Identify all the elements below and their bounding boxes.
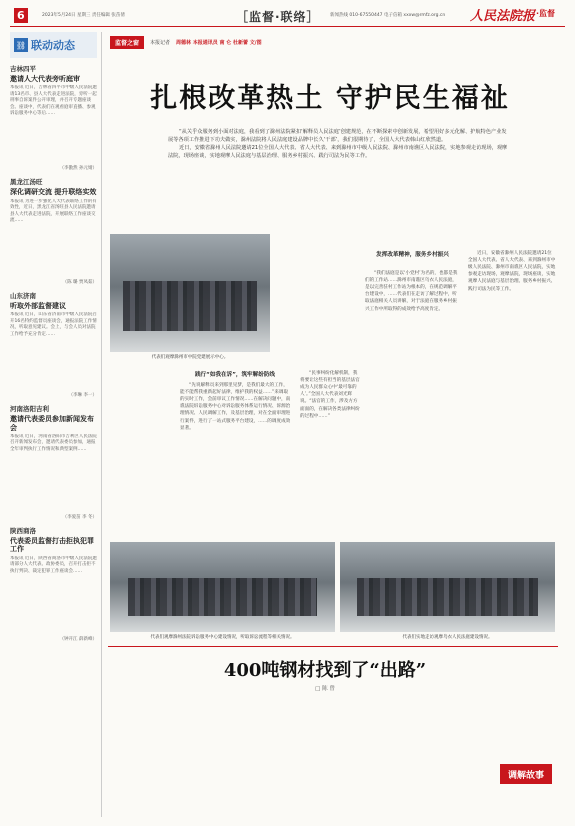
brief-body: 本报讯 为进一步强化人大代表联络工作的有效性，近日，黑龙江省汤旺县人民法院邀请县人大代表走进法院，开展联络工作座谈交流…… (10, 198, 97, 224)
article-text: 近日，安徽省滁州人民法院邀请21位全国人大代表、省人大代表、来到滁州市中级人民法院、滁州市南谯区人民法院，实地参观走访现场，观摩法院，现场座谈，实地观摩人民法庭与基层治理、服务乡村振兴、践行司法为民等工作。 (468, 251, 556, 292)
story-headline: 400吨钢材找到了“出路” (223, 660, 427, 681)
brief-item (10, 177, 97, 284)
article-text: “民事纠纷化解机制，我将要让这些有担当的基层法官成为人民群众心中‘最可靠的人’。”全国人大代表刘光辉说。“法官的工作，涉及方方面面的，在解决各类法律纠纷的过程中……” (300, 371, 360, 419)
photo-caption: 代表们观摩滁州市中院党建展示中心。 (151, 355, 229, 360)
brief-author: （钟开江 薛新峰） (59, 636, 97, 642)
brief-region: 黑龙江汤旺 (10, 178, 43, 187)
brief-region: 吉林四平 (10, 65, 36, 73)
brief-body: 本报讯 近日，吉林省四平市中级人民法院邀请13名市、县人大代表走进法院，旁听一起刑事自诉案件公开审理，并召开专题座谈会。座谈中，代表们在观看庭审直播、参观诉讼服务中心等后…… (10, 85, 97, 117)
column-title: 联动动态 (31, 39, 75, 52)
lead-paragraph: 近日，安徽省滁州人民法院邀请21位全国人大代表、省人大代表、来到滁州市中级人民法院、滁州市南谯区人民法院，实地参观走访现场，观摩法院，现场座谈，实地观摩人民法庭与基层治理、服务乡村振兴、践行司法为民等工作。 (168, 145, 508, 160)
link-icon: ⛓ (14, 38, 28, 52)
article-photo (110, 542, 335, 632)
contact-info: 新闻热线 010-67550447 电子信箱 xxxw@rmfz.org.cn (330, 13, 446, 18)
news-briefs-column (10, 32, 97, 817)
section-subhead: 发挥改革精神，服务乡村振兴 (376, 252, 449, 258)
lead-paragraph: “从关乎众服务到小面对法庭，我看到了滁州法院紧扣‘解释员人民法庭’创建规范，在不断探索中创新发展，希望用好多元化解、护航特色产业发展等各项工作推进下功夫做实，滁州法院将人民法庭建设品牌中长久‘干部’，我们很期待了，全国人大代表韩山红欣然道。 (168, 129, 507, 144)
brief-headline: 听取外部监督建议 (10, 301, 66, 310)
brief-headline: 代表委员监督打击拒执犯罪工作 (10, 536, 94, 554)
newspaper-logo-suffix: ·监督 (536, 9, 556, 18)
brief-headline: 邀请人大代表旁听庭审 (10, 75, 80, 83)
mediation-story-badge: 调解故事 (500, 764, 552, 784)
kicker-tag: 监督之窗 (110, 36, 144, 49)
photo-caption: 代表们实地走访观摩乌衣人民法庭建设情况。 (402, 635, 493, 640)
brief-author: （陈 璐 贾凤茹） (62, 279, 97, 285)
article-kicker (110, 36, 550, 49)
brief-item (10, 291, 97, 398)
byline-names: 周德林 本报通讯员 南 仑 杜新蕾 文/图 (176, 40, 262, 46)
column-banner (10, 32, 97, 58)
section-subhead: 践行“如我在诉”，筑牢解纷防线 (194, 372, 276, 378)
brief-body: 本报讯 近日，河南省洛阳市吉利区人民法院召开新闻发布会，邀请代表委员参加，通报全年审判执行工作情况和典型案例…… (10, 433, 97, 452)
brief-body: 本报讯 近日，陕西省商洛市中级人民法院邀请部分人大代表、政协委员，召开打击拒不执行判决、裁定犯罪工作座谈会…… (10, 555, 97, 574)
photo-caption: 代表们观摩滁州法院诉讼服务中心建设情况，听取诉讼流程等相关情况。 (150, 635, 295, 640)
newspaper-logo: 人民法院报 (470, 9, 536, 24)
header-divider (10, 26, 565, 27)
article-lead (168, 128, 508, 160)
brief-region: 山东济南 (10, 291, 36, 300)
brief-author: （李琳 李一） (68, 393, 97, 399)
brief-headline: 邀请代表委员参加新闻发布会 (10, 415, 94, 432)
brief-item (10, 404, 97, 520)
brief-item (10, 526, 97, 642)
byline-label: 本报记者 (150, 40, 171, 46)
section-title: ［监督·联络］ (236, 10, 320, 24)
brief-author: （李傲然 孙元婧） (59, 166, 97, 172)
page-header (0, 0, 575, 28)
brief-region: 陕西商洛 (10, 526, 36, 535)
section-divider (108, 646, 558, 647)
article-photo (340, 542, 555, 632)
page-number: 6 (14, 8, 28, 23)
column-divider (101, 32, 102, 817)
article-text: “先说解释员来到那里见梦，是我们最大的工作，能不能帮我重新起好法律，维护我的权益……”来调取的实时工作，会前审议工作情况……在解决问题中，南谯法院诉讼服务中心对诉讼服务体系运行情况、诉源治理情况、人民调解工作，及基层治理，对在全面审理进行案件，进行了一站式服务平台建设，……的调度成效显著。 (180, 383, 291, 431)
story-byline: □ 陈 曾 (315, 686, 335, 692)
brief-body: 本报讯 近日，山东省济南市中级人民法院召开16名特约监督员座谈会，通报法院工作情况，听取意见建议。会上，与会人员对法院工作给予充分肯定…… (10, 312, 97, 337)
issue-date-info: 2023年5月24日 星期三 责任编辑 张苗倩 (42, 13, 125, 18)
brief-region: 河南洛阳吉利 (10, 405, 49, 414)
main-headline: 扎根改革热土 守护民生福祉 (150, 83, 510, 114)
brief-headline: 深化调研交流 提升联络实效 (10, 188, 97, 197)
brief-author: （李爱苗 李 冬） (62, 514, 97, 520)
article-photo (110, 234, 270, 352)
brief-item (10, 64, 97, 171)
article-text: “我们法庭是以‘小党村’为名的，也都是我们的工作站……滁州市南谯区乌衣人民法庭，是以完善驻村工作站为根本的，在规范调解平台建设中，……代表们在走访了解过程中，听取法庭相关人员讲解，对于法庭在服务乡村振兴工作中所取得的成效给予高度肯定。 (365, 271, 458, 312)
